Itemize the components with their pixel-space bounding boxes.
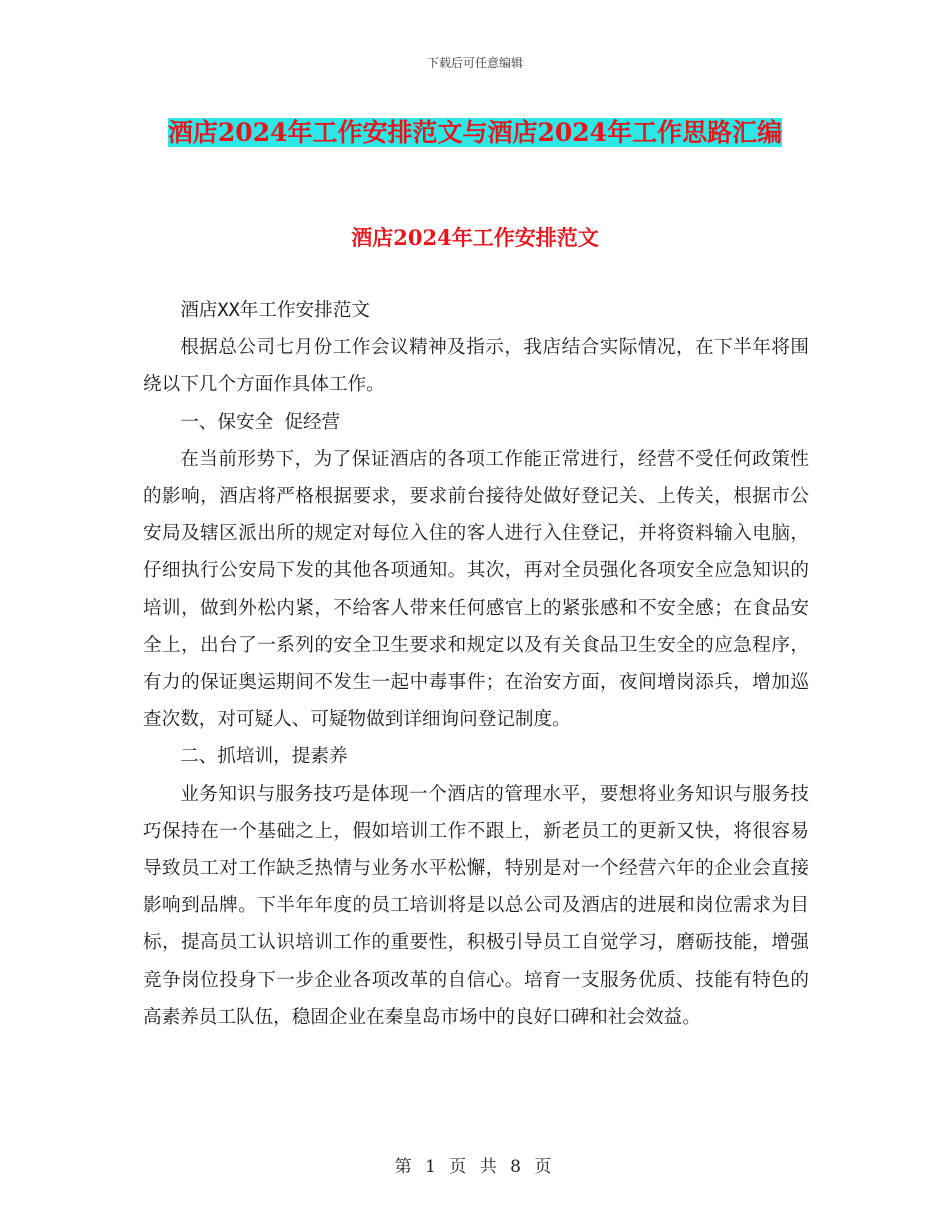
paragraph: 业务知识与服务技巧是体现一个酒店的管理水平，要想将业务知识与服务技巧保持在一个基础之上，假如培训工作不跟上，新老员工的更新又快，将很容易导致员工对工作缺乏热情与业务水平松懈，特别是对一个经营六年的企业会直接影响到品牌。下半年年度的员工培训将是以总公司及酒店的进展和岗位需求为目标，提高员工认识培训工作的重要性，积极引导员工自觉学习，磨砺技能，增强竞争岗位投身下一步企业各项改革的自信心。培育一支服务优质、技能有特色的高素养员工队伍，稳固企业在秦皇岛市场中的良好口碑和社会效益。 [143, 783, 809, 1028]
document-title [150, 110, 800, 156]
document-title-text: 酒店2024年工作安排范文与酒店2024年工作思路汇编 [167, 118, 783, 147]
paragraph: 根据总公司七月份工作会议精神及指示，我店结合实际情况，在下半年将围绕以下几个方面作具体工作。 [143, 337, 809, 396]
header-note: 下载后可任意编辑 [426, 56, 523, 70]
section-title: 酒店2024年工作安排范文 [351, 225, 599, 250]
paragraph: 酒店XX年工作安排范文 [180, 300, 370, 321]
page-number: 第 1 页 共 8 页 [394, 1157, 556, 1177]
section-heading: 二、抓培训，提素养 [180, 746, 348, 768]
document-body [143, 292, 809, 1036]
section-heading: 一、保安全 促经营 [180, 411, 341, 433]
paragraph: 在当前形势下，为了保证酒店的各项工作能正常进行，经营不受任何政策性的影响，酒店将严格根据要求，要求前台接待处做好登记关、上传关，根据市公安局及辖区派出所的规定对每位入住的客人进行入住登记，并将资料输入电脑，仔细执行公安局下发的其他各项通知。其次，再对全员强化各项安全应急知识的培训，做到外松内紧，不给客人带来任何感官上的紧张感和不安全感；在食品安全上，出台了一系列的安全卫生要求和规定以及有关食品卫生安全的应急程序，有力的保证奥运期间不发生一起中毒事件；在治安方面，夜间增岗添兵，增加巡查次数，对可疑人、可疑物做到详细询问登记制度。 [143, 448, 809, 731]
